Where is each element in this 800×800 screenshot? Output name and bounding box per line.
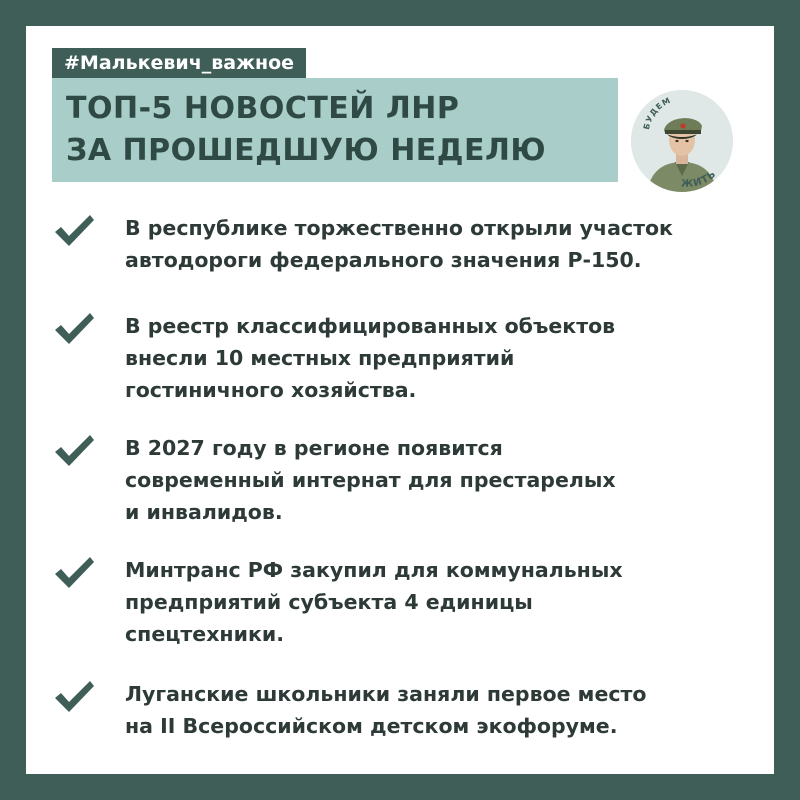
news-item-text: В 2027 году в регионе появится современный интернат для престарелых и инвалидов. bbox=[125, 436, 616, 524]
checkmark-icon bbox=[52, 212, 96, 248]
news-item-text: В реестр классифицированных объектов внесли 10 местных предприятий гостиничного хозяйства. bbox=[125, 314, 616, 402]
logo-text-bottom: ЖИТЬ bbox=[680, 168, 719, 190]
news-item-text: Луганские школьники заняли первое место на II Всероссийском детском экофоруме. bbox=[125, 682, 647, 738]
news-card bbox=[26, 26, 774, 774]
checkmark-icon bbox=[52, 678, 96, 714]
title-line-1: ТОП-5 НОВОСТЕЙ ЛНР bbox=[66, 91, 460, 126]
checkmark-icon bbox=[52, 554, 96, 590]
title-line-2: ЗА ПРОШЕДШУЮ НЕДЕЛЮ bbox=[66, 133, 547, 168]
checkmark-icon bbox=[52, 432, 96, 468]
soldier-portrait-icon bbox=[631, 90, 733, 192]
logo-avatar bbox=[631, 90, 733, 192]
news-item-text: Минтранс РФ закупил для коммунальных предприятий субъекта 4 единицы спецтехники. bbox=[125, 558, 623, 646]
logo-text-top: БУДЕМ bbox=[641, 95, 673, 131]
hashtag-label: #Малькевич_важное bbox=[52, 48, 306, 78]
news-item-text: В республике торжественно открыли участок автодороги федерального значения Р-150. bbox=[125, 216, 673, 272]
title-banner bbox=[52, 78, 618, 182]
checkmark-icon bbox=[52, 310, 96, 346]
